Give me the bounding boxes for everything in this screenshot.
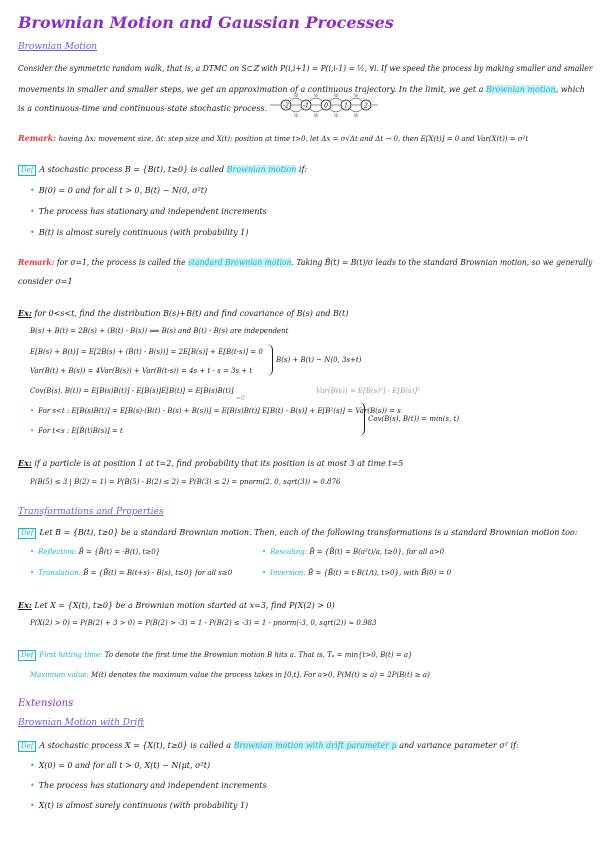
- rw-prob-label: ½: [293, 114, 299, 117]
- rw-prob-label: ½: [333, 94, 339, 99]
- def-2-heading: Def Let B = {B(t), t≥0} be a standard Brownian motion. Then, each of the following transformations is a standard Brownian motion too:: [18, 528, 577, 539]
- rw-state--2: [281, 100, 291, 110]
- section-extensions: Extensions: [18, 698, 74, 709]
- intro-line-3: is a continuous-time and continuous-state stochastic process.: [18, 104, 268, 113]
- def-1-item-1: • B(0) = 0 and for all t > 0, B(t) ~ N(0, σ²t): [30, 186, 208, 195]
- section-brownian-motion: Brownian Motion: [18, 42, 98, 52]
- ex-1-zero-note: =0: [236, 395, 245, 402]
- rw-state-2: [361, 100, 371, 110]
- def-4-item-3: • X(t) is almost surely continuous (with probability 1): [30, 801, 249, 810]
- rw-prob-label: ½: [313, 94, 319, 99]
- ex-1-line-1: B(s) + B(t) = 2B(s) + (B(t) - B(s)) ⟹ B(s) and B(t) - B(s) are independent: [30, 327, 289, 335]
- rw-state--1: [301, 100, 311, 110]
- section-transformations: Transformations and Properties: [18, 507, 164, 517]
- remark-2-line-2: consider σ=1: [18, 277, 73, 286]
- def-2-translation: • Translation: B̃ = {B̃(t) = B(t+s) - B(s), t≥0} for all s≥0: [30, 569, 233, 577]
- rw-state-label: 0: [324, 102, 328, 110]
- brace: [266, 344, 273, 376]
- ex-1-line-5: • For s<t : E[B(s)B(t)] = E[B(s)·(B(t) - B(s) + B(s))] = E[B(s)B(t)] E[B(t) - B(s)] + E[B²(s)] = Var(B(s)) = s: [30, 407, 401, 415]
- rw-prob-label: ½: [313, 114, 319, 117]
- def-1-item-2: • The process has stationary and independent increments: [30, 207, 267, 216]
- rw-state-label: -2: [283, 102, 289, 110]
- rw-prob-label: ½: [353, 94, 359, 99]
- def-4-item-1: • X(0) = 0 and for all t > 0, X(t) ~ N(μt, σ²t): [30, 761, 211, 770]
- section-drift: Brownian Motion with Drift: [18, 718, 145, 728]
- ex-1-line-3: Var(B(t) + B(s)) = 4Var(B(s)) + Var(B(t-s)) = 4s + t - s = 3s + t: [30, 367, 253, 375]
- intro-line-2: movements in smaller and smaller steps, we get an approximation of a continuous trajectory. In the limit, we get a Brownian motion, which: [18, 85, 585, 94]
- def-badge: Def: [18, 165, 36, 176]
- rw-state-0: [321, 100, 331, 110]
- rw-prob-label: ½: [353, 114, 359, 117]
- rw-state-label: 2: [364, 102, 368, 110]
- page-title: Brownian Motion and Gaussian Processes: [18, 13, 394, 32]
- def-1-heading: Def A stochastic process B = {B(t), t≥0} is called Brownian motion if:: [18, 165, 307, 176]
- def-badge: Def: [18, 528, 36, 539]
- def-2-reflection: • Reflection: B̃ = {B̃(t) = -B(t), t≥0}: [30, 548, 161, 556]
- remark-1: Remark: having Δx: movement size, Δt: step size and X(t): position at time t>0, let Δx = σ√Δt and Δt → 0, then E[X(t)] = 0 and Var(X(t)) = σ²t: [18, 133, 529, 143]
- ex-3-heading: Ex: Let X = {X(t), t≥0} be a Brownian motion started at x=3, find P(X(2) > 0): [18, 600, 335, 610]
- def-2-rescaling: • Rescaling: B̃ = {B̃(t) = B(a²t)/a, t≥0}, for all a>0: [262, 548, 445, 556]
- ex-2-line-1: P(B(5) ≤ 3 | B(2) = 1) = P(B(5) - B(2) ≤ 2) = P(B(3) ≤ 2) = pnorm(2, 0, sqrt(3)) ≈ 0.876: [30, 478, 341, 486]
- remark-2-line-1: Remark: for σ=1, the process is called the standard Brownian motion. Taking B̃(t) = B(t)/σ leads to the standard Brownian motion, so we generally: [18, 257, 593, 267]
- intro-line-1: Consider the symmetric random walk, that is, a DTMC on S⊂ℤ with P(i,i+1) = P(i,i-1) = ½, ∀i. If we speed the process by making smaller and smaller: [18, 64, 593, 73]
- ex-1-heading: Ex: for 0<s<t, find the distribution B(s)+B(t) and find covariance of B(s) and B(t): [18, 308, 349, 318]
- ex-1-line-4: Cov(B(s), B(t)) = E[B(s)B(t)] - E[B(s)]E[B(t)] = E[B(s)B(t)]: [30, 387, 234, 395]
- def-3-maximum: Maximum value: M(t) denotes the maximum value the process takes in [0,t]. For a>0, P(M(t) ≥ a) = 2P(B(t) ≥ a): [30, 671, 430, 679]
- brace: [358, 402, 365, 436]
- def-4-heading: Def A stochastic process X = {X(t), t≥0} is called a Brownian motion with drift parameter μ and variance parameter σ² if:: [18, 741, 519, 752]
- rw-prob-label: ½: [333, 114, 339, 117]
- ex-1-line-2: E[B(s) + B(t)] = E[2B(s) + (B(t) - B(s))] = 2E[B(s)] + E[B(t-s)] = 0: [30, 348, 263, 356]
- def-1-item-3: • B(t) is almost surely continuous (with probability 1): [30, 228, 249, 237]
- rw-state-1: [341, 100, 351, 110]
- ex-1-result-2: Cov(B(s), B(t)) = min(s, t): [368, 415, 460, 423]
- rw-state-label: -1: [303, 102, 309, 110]
- def-3-first-hitting: Def First hitting time: To denote the first time the Brownian motion B hits a. That is, Tₐ = min{t>0, B(t) = a}: [18, 650, 413, 661]
- rw-prob-label: ½: [293, 94, 299, 99]
- def-badge: Def: [18, 741, 36, 752]
- rw-state-label: 1: [344, 102, 348, 110]
- random-walk-diagram: [268, 93, 378, 117]
- def-badge: Def: [18, 650, 36, 661]
- def-4-item-2: • The process has stationary and independent increments: [30, 781, 267, 790]
- ex-3-line-1: P(X(2) > 0) = P(B(2) + 3 > 0) = P(B(2) > -3) = 1 - P(B(2) ≤ -3) = 1 - pnorm(-3, 0, sqrt(2)) ≈ 0.983: [30, 619, 377, 627]
- ex-1-result-1: B(s) + B(t) ~ N(0, 3s+t): [276, 356, 362, 364]
- def-2-inversion: • Inversion: B̃ = {B̃(t) = t·B(1/t), t>0}, with B̃(0) = 0: [262, 569, 452, 577]
- ex-2-heading: Ex: if a particle is at position 1 at t=2, find probability that its position is at most 3 at time t=5: [18, 458, 404, 468]
- ex-1-line-6: • For t<s : E[B(t)B(s)] = t: [30, 427, 123, 435]
- ex-1-side-note: Var(B(s)) = E[B(s)²] - E[B(s)]²: [316, 387, 420, 395]
